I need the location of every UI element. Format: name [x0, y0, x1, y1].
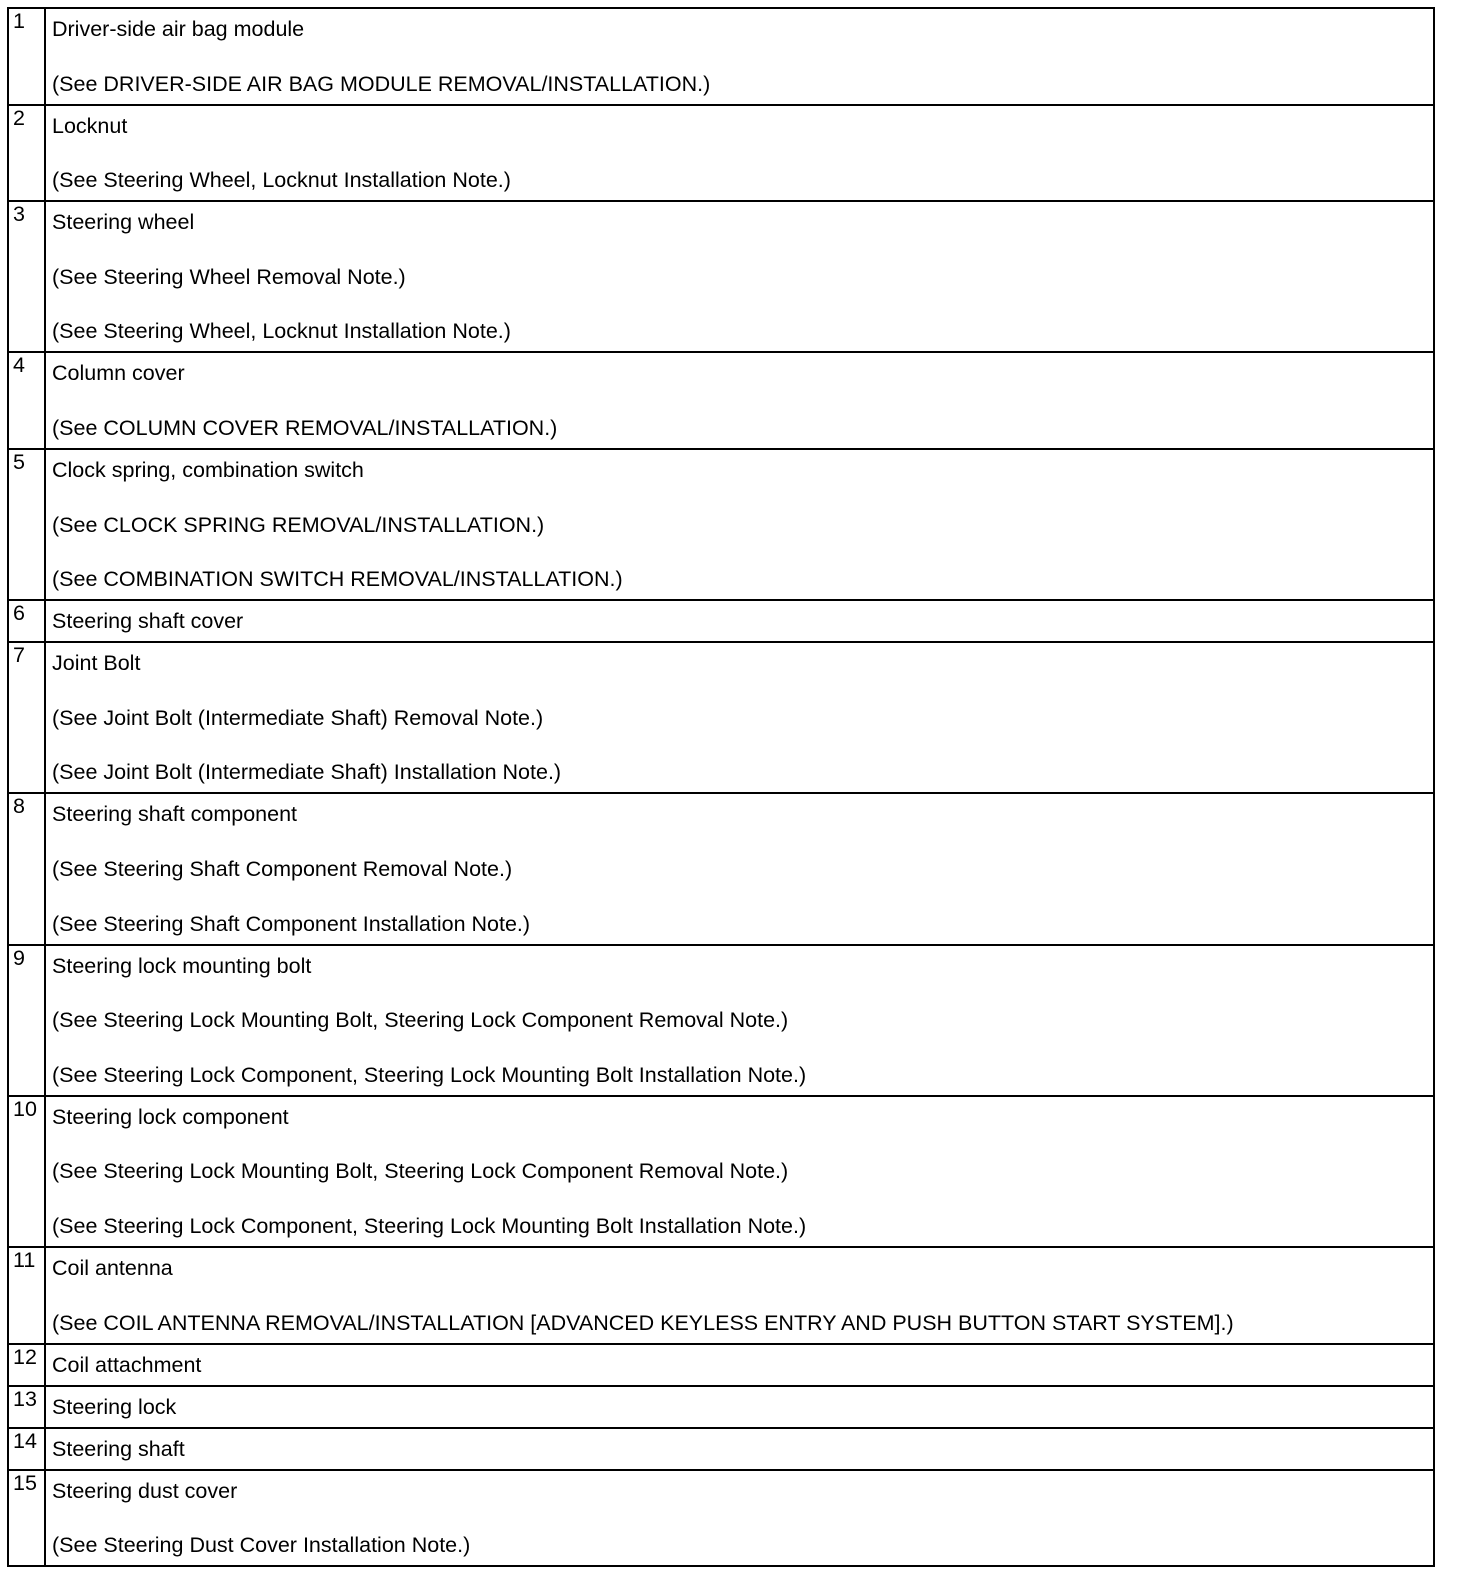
item-name: Steering lock mounting bolt [52, 953, 312, 978]
item-name: Column cover [52, 361, 185, 386]
item-number: 8 [9, 793, 45, 944]
item-reference-note: (See Steering Shaft Component Removal Note.) [52, 856, 513, 881]
table-row [9, 1344, 1433, 1386]
parts-table-body [9, 9, 1433, 1565]
item-number: 4 [9, 352, 45, 449]
item-number: 6 [9, 600, 45, 642]
item-name: Coil antenna [52, 1255, 173, 1280]
table-row [9, 201, 1433, 352]
item-number: 10 [9, 1096, 45, 1247]
table-row [9, 600, 1433, 642]
item-description [45, 1247, 1433, 1344]
item-description [45, 352, 1433, 449]
item-name: Clock spring, combination switch [52, 457, 364, 482]
item-reference-note: (See Steering Shaft Component Installation Note.) [52, 911, 531, 936]
item-description [45, 642, 1433, 793]
item-name: Steering shaft [52, 1436, 185, 1461]
item-name: Steering lock [52, 1394, 177, 1419]
item-name: Steering lock component [52, 1104, 289, 1129]
item-number: 12 [9, 1344, 45, 1386]
table-row [9, 352, 1433, 449]
item-description [45, 449, 1433, 600]
item-reference-note: (See Steering Wheel, Locknut Installation Note.) [52, 319, 511, 344]
table-row [9, 449, 1433, 600]
table-row [9, 1428, 1433, 1470]
item-reference-note: (See Steering Wheel Removal Note.) [52, 264, 406, 289]
item-description [45, 945, 1433, 1096]
item-name: Locknut [52, 113, 128, 138]
item-description [45, 600, 1433, 642]
table-row [9, 1096, 1433, 1247]
item-number: 11 [9, 1247, 45, 1344]
item-number: 15 [9, 1470, 45, 1566]
item-number: 9 [9, 945, 45, 1096]
item-number: 3 [9, 201, 45, 352]
item-reference-note: (See Joint Bolt (Intermediate Shaft) Installation Note.) [52, 760, 562, 785]
table-row [9, 642, 1433, 793]
item-name: Coil attachment [52, 1352, 202, 1377]
item-description [45, 1344, 1433, 1386]
item-number: 5 [9, 449, 45, 600]
item-reference-note: (See DRIVER-SIDE AIR BAG MODULE REMOVAL/INSTALLATION.) [52, 71, 711, 96]
table-row [9, 1470, 1433, 1566]
item-name: Steering dust cover [52, 1478, 238, 1503]
item-reference-note: (See CLOCK SPRING REMOVAL/INSTALLATION.) [52, 512, 545, 537]
item-description [45, 201, 1433, 352]
item-number: 14 [9, 1428, 45, 1470]
table-row [9, 793, 1433, 944]
item-name: Joint Bolt [52, 651, 141, 676]
item-reference-note: (See Steering Lock Mounting Bolt, Steering Lock Component Removal Note.) [52, 1159, 789, 1184]
table-row [9, 1247, 1433, 1344]
item-reference-note: (See Joint Bolt (Intermediate Shaft) Removal Note.) [52, 705, 544, 730]
item-description [45, 9, 1433, 105]
item-name: Steering wheel [52, 210, 195, 235]
item-reference-note: (See COLUMN COVER REMOVAL/INSTALLATION.) [52, 415, 558, 440]
item-number: 13 [9, 1386, 45, 1428]
item-description [45, 1470, 1433, 1566]
parts-table [9, 9, 1433, 1565]
item-number: 1 [9, 9, 45, 105]
item-reference-note: (See Steering Lock Component, Steering Lock Mounting Bolt Installation Note.) [52, 1213, 807, 1238]
item-number: 2 [9, 105, 45, 202]
item-number: 7 [9, 642, 45, 793]
item-description [45, 793, 1433, 944]
item-reference-note: (See Steering Dust Cover Installation Note.) [52, 1533, 471, 1558]
item-description [45, 1096, 1433, 1247]
item-name: Driver-side air bag module [52, 17, 305, 41]
item-reference-note: (See Steering Wheel, Locknut Installation Note.) [52, 168, 511, 193]
item-reference-note: (See Steering Lock Mounting Bolt, Steering Lock Component Removal Note.) [52, 1008, 789, 1033]
item-description [45, 1386, 1433, 1428]
table-row [9, 105, 1433, 202]
table-row [9, 9, 1433, 105]
item-name: Steering shaft cover [52, 609, 244, 634]
parts-table-container [7, 7, 1435, 1567]
item-reference-note: (See COMBINATION SWITCH REMOVAL/INSTALLATION.) [52, 567, 623, 592]
table-row [9, 1386, 1433, 1428]
item-reference-note: (See COIL ANTENNA REMOVAL/INSTALLATION [ADVANCED KEYLESS ENTRY AND PUSH BUTTON START SYSTEM].) [52, 1310, 1234, 1335]
item-description [45, 1428, 1433, 1470]
item-description [45, 105, 1433, 202]
item-name: Steering shaft component [52, 802, 298, 827]
table-row [9, 945, 1433, 1096]
item-reference-note: (See Steering Lock Component, Steering Lock Mounting Bolt Installation Note.) [52, 1062, 807, 1087]
